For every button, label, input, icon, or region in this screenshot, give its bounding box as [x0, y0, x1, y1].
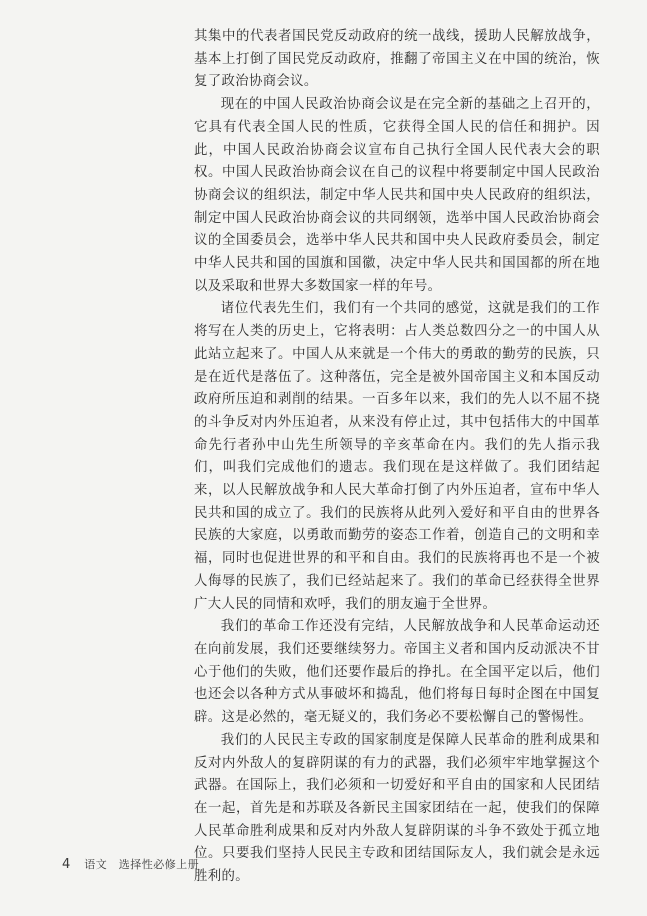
- book-title: 语文 选择性必修上册: [84, 858, 200, 871]
- paragraph-4: 我们的革命工作还没有完结，人民解放战争和人民革命运动还在向前发展，我们还要继续努力。帝国主义者和国内反动派决不甘心于他们的失败，他们还要作最后的挣扎。在全国平定以后，他们也还会以各种方式从事破坏和捣乱，他们将每日每时企图在中国复辟。这是必然的，毫无疑义的，我们务必不要松懈自己的警惕性。: [194, 619, 600, 726]
- page-body: [194, 26, 600, 889]
- page-number: 4: [62, 857, 71, 872]
- paragraph-1: 其集中的代表者国民党反动政府的统一战线，援助人民解放战争，基本上打倒了国民党反动政府，推翻了帝国主义在中国的统治，恢复了政治协商会议。: [194, 29, 600, 90]
- page-footer: [62, 856, 199, 872]
- paragraph-5: 我们的人民民主专政的国家制度是保障人民革命的胜利成果和反对内外敌人的复辟阴谋的有力的武器，我们必须牢牢地掌握这个武器。在国际上，我们必须和一切爱好和平自由的国家和人民团结在一起，首先是和苏联及各新民主国家团结在一起，使我们的保障人民革命胜利成果和反对内外敌人复辟阴谋的斗争不致处于孤立地位。只要我们坚持人民民主专政和团结国际友人，我们就会是永远胜利的。: [194, 732, 600, 885]
- paragraph-2: 现在的中国人民政治协商会议是在完全新的基础之上召开的，它具有代表全国人民的性质，它获得全国人民的信任和拥护。因此，中国人民政治协商会议宣布自己执行全国人民代表大会的职权。中国人民政治协商会议在自己的议程中将要制定中国人民政治协商会议的组织法，制定中华人民共和国中央人民政府的组织法，制定中国人民政治协商会议的共同纲领，选举中国人民政治协商会议的全国委员会，选举中华人民共和国中央人民政府委员会，制定中华人民共和国的国旗和国徽，决定中华人民共和国国都的所在地以及采取和世界大多数国家一样的年号。: [194, 97, 600, 294]
- paragraph-3: 诸位代表先生们，我们有一个共同的感觉，这就是我们的工作将写在人类的历史上，它将表明：占人类总数四分之一的中国人从此站立起来了。中国人从来就是一个伟大的勇敢的勤劳的民族，只是在近代是落伍了。这种落伍，完全是被外国帝国主义和本国反动政府所压迫和剥削的结果。一百多年以来，我们的先人以不屈不挠的斗争反对内外压迫者，从来没有停止过，其中包括伟大的中国革命先行者孙中山先生所领导的辛亥革命在内。我们的先人指示我们，叫我们完成他们的遗志。我们现在是这样做了。我们团结起来，以人民解放战争和人民大革命打倒了内外压迫者，宣布中华人民共和国的成立了。我们的民族将从此列入爱好和平自由的世界各民族的大家庭，以勇敢而勤劳的姿态工作着，创造自己的文明和幸福，同时也促进世界的和平和自由。我们的民族将再也不是一个被人侮辱的民族了，我们已经站起来了。我们的革命已经获得全世界广大人民的同情和欢呼，我们的朋友遍于全世界。: [194, 301, 600, 612]
